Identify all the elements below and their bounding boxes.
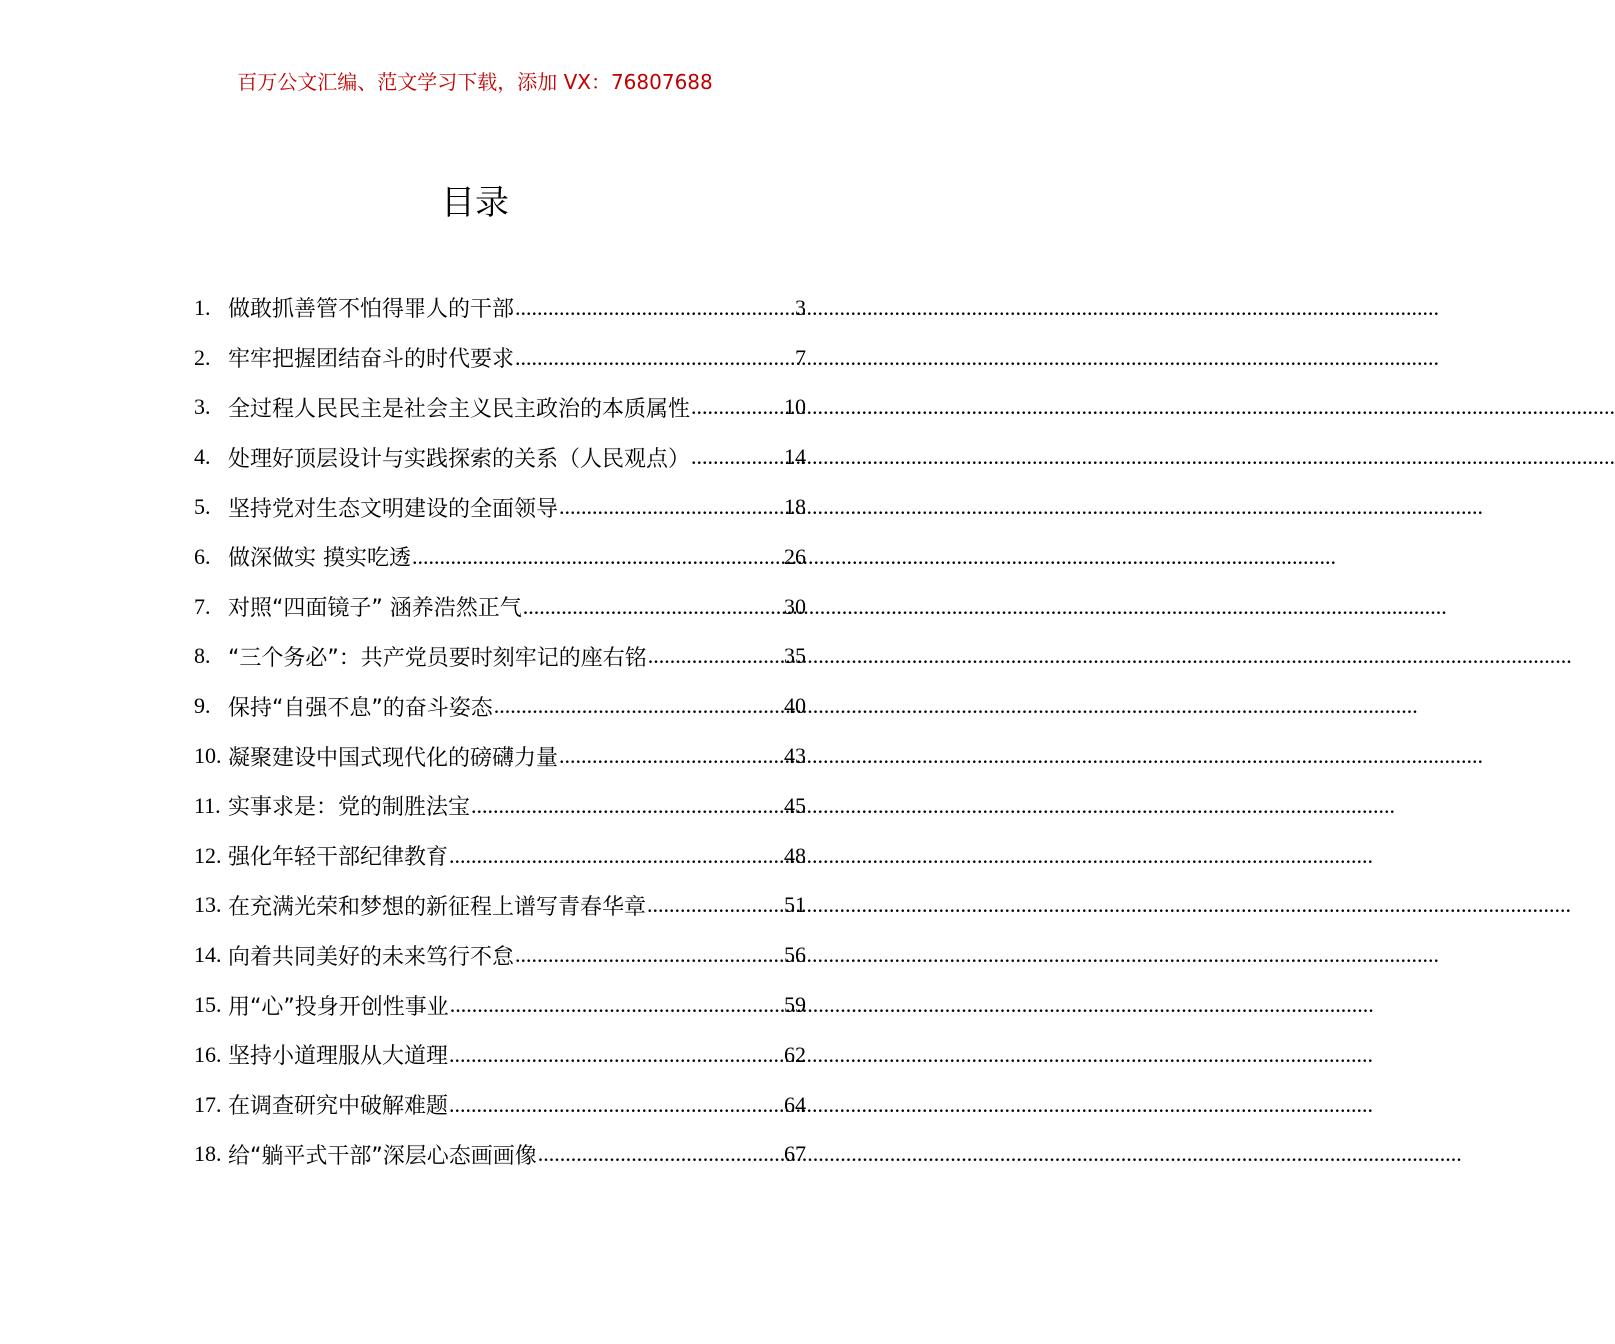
toc-entry-number: 4. bbox=[194, 444, 211, 470]
toc-entry-page: 10 bbox=[784, 394, 806, 420]
toc-entry-page: 51 bbox=[784, 892, 806, 918]
toc-leader-dots bbox=[449, 843, 783, 869]
toc-entry-number: 1. bbox=[194, 294, 211, 320]
toc-leader-dots bbox=[559, 743, 783, 769]
toc-entry[interactable] bbox=[194, 781, 806, 831]
toc-entry[interactable] bbox=[194, 532, 806, 582]
toc-leader-dots bbox=[515, 345, 794, 371]
toc-entry-title: 强化年轻干部纪律教育 bbox=[228, 845, 449, 871]
toc-entry-title: “三个务必”：共产党员要时刻牢记的座右铭 bbox=[228, 645, 647, 671]
toc-entry-number: 13. bbox=[194, 892, 222, 918]
toc-entry-number: 8. bbox=[194, 643, 211, 669]
toc-entry-page: 26 bbox=[784, 543, 806, 569]
toc-entry-page: 3 bbox=[795, 294, 806, 320]
toc-entry-page: 45 bbox=[784, 792, 806, 818]
toc-entry-page: 64 bbox=[784, 1091, 806, 1117]
toc-entry-title: 保持“自强不息”的奋斗姿态 bbox=[228, 695, 493, 721]
toc-entry-number: 10. bbox=[194, 743, 222, 769]
toc-leader-dots bbox=[523, 594, 783, 620]
toc-entry[interactable] bbox=[194, 1080, 806, 1130]
toc-leader-dots bbox=[494, 693, 783, 719]
toc-entry-title: 坚持党对生态文明建设的全面领导 bbox=[228, 496, 559, 522]
toc-leader-dots bbox=[515, 295, 794, 321]
toc-entry-number: 18. bbox=[194, 1141, 222, 1167]
toc-leader-dots bbox=[691, 394, 783, 420]
toc-entry-title: 做敢抓善管不怕得罪人的干部 bbox=[228, 297, 515, 323]
toc-entry[interactable] bbox=[194, 333, 806, 383]
toc-leader-dots bbox=[449, 1092, 783, 1118]
toc-entry[interactable] bbox=[194, 582, 806, 632]
toc-entry[interactable] bbox=[194, 1030, 806, 1080]
toc-entry-title: 做深做实 摸实吃透 bbox=[228, 546, 411, 572]
toc-entry[interactable] bbox=[194, 383, 806, 433]
toc-entry-title: 实事求是：党的制胜法宝 bbox=[228, 795, 471, 821]
table-of-contents bbox=[194, 283, 806, 1179]
toc-entry[interactable] bbox=[194, 432, 806, 482]
toc-entry[interactable] bbox=[194, 881, 806, 931]
toc-entry-number: 2. bbox=[194, 344, 211, 370]
toc-leader-dots bbox=[471, 793, 783, 819]
toc-leader-dots bbox=[647, 892, 783, 918]
toc-leader-dots bbox=[412, 544, 783, 570]
toc-entry-number: 12. bbox=[194, 842, 222, 868]
toc-entry-number: 6. bbox=[194, 543, 211, 569]
toc-entry-page: 18 bbox=[784, 494, 806, 520]
toc-entry-title: 处理好顶层设计与实践探索的关系（人民观点） bbox=[228, 446, 691, 472]
toc-entry-title: 对照“四面镜子” 涵养浩然正气 bbox=[228, 596, 522, 622]
toc-entry-number: 14. bbox=[194, 942, 222, 968]
toc-entry[interactable] bbox=[194, 283, 806, 333]
toc-entry[interactable] bbox=[194, 731, 806, 781]
toc-entry-number: 5. bbox=[194, 494, 211, 520]
toc-entry-number: 3. bbox=[194, 394, 211, 420]
toc-entry-number: 11. bbox=[194, 792, 221, 818]
toc-entry[interactable] bbox=[194, 632, 806, 682]
toc-entry-page: 14 bbox=[784, 444, 806, 470]
toc-entry[interactable] bbox=[194, 482, 806, 532]
toc-leader-dots bbox=[538, 1141, 783, 1167]
toc-entry[interactable] bbox=[194, 831, 806, 881]
toc-entry-title: 全过程人民民主是社会主义民主政治的本质属性 bbox=[228, 396, 691, 422]
toc-leader-dots bbox=[515, 942, 783, 968]
toc-entry-page: 48 bbox=[784, 842, 806, 868]
toc-entry-page: 59 bbox=[784, 992, 806, 1018]
toc-entry-page: 40 bbox=[784, 693, 806, 719]
toc-leader-dots bbox=[449, 1042, 783, 1068]
toc-entry-page: 62 bbox=[784, 1041, 806, 1067]
toc-entry-page: 43 bbox=[784, 743, 806, 769]
toc-leader-dots bbox=[450, 992, 783, 1018]
toc-entry-title: 给“躺平式干部”深层心态画画像 bbox=[228, 1143, 537, 1169]
toc-leader-dots bbox=[559, 494, 783, 520]
toc-entry[interactable] bbox=[194, 681, 806, 731]
toc-entry[interactable] bbox=[194, 930, 806, 980]
toc-entry-title: 向着共同美好的未来笃行不怠 bbox=[228, 944, 515, 970]
toc-entry-page: 30 bbox=[784, 593, 806, 619]
toc-entry-number: 15. bbox=[194, 992, 222, 1018]
toc-entry-title: 在充满光荣和梦想的新征程上谱写青春华章 bbox=[228, 894, 647, 920]
toc-entry-title: 凝聚建设中国式现代化的磅礴力量 bbox=[228, 745, 559, 771]
toc-entry-number: 7. bbox=[194, 593, 211, 619]
toc-leader-dots bbox=[691, 444, 783, 470]
toc-entry-number: 16. bbox=[194, 1041, 222, 1067]
toc-entry-page: 7 bbox=[795, 344, 806, 370]
toc-entry-page: 56 bbox=[784, 942, 806, 968]
toc-entry-number: 9. bbox=[194, 693, 211, 719]
toc-entry-title: 牢牢把握团结奋斗的时代要求 bbox=[228, 347, 515, 373]
watermark-header: 百万公文汇编、范文学习下载，添加 VX：76807688 bbox=[237, 70, 713, 94]
toc-leader-dots bbox=[648, 643, 783, 669]
toc-entry-title: 用“心”投身开创性事业 bbox=[228, 994, 449, 1020]
toc-entry-number: 17. bbox=[194, 1091, 222, 1117]
page-title: 目录 bbox=[441, 183, 509, 223]
toc-entry[interactable] bbox=[194, 980, 806, 1030]
toc-entry-title: 坚持小道理服从大道理 bbox=[228, 1044, 449, 1070]
toc-entry-title: 在调查研究中破解难题 bbox=[228, 1094, 449, 1120]
toc-entry-page: 67 bbox=[784, 1141, 806, 1167]
toc-entry-page: 35 bbox=[784, 643, 806, 669]
toc-entry[interactable] bbox=[194, 1130, 806, 1180]
